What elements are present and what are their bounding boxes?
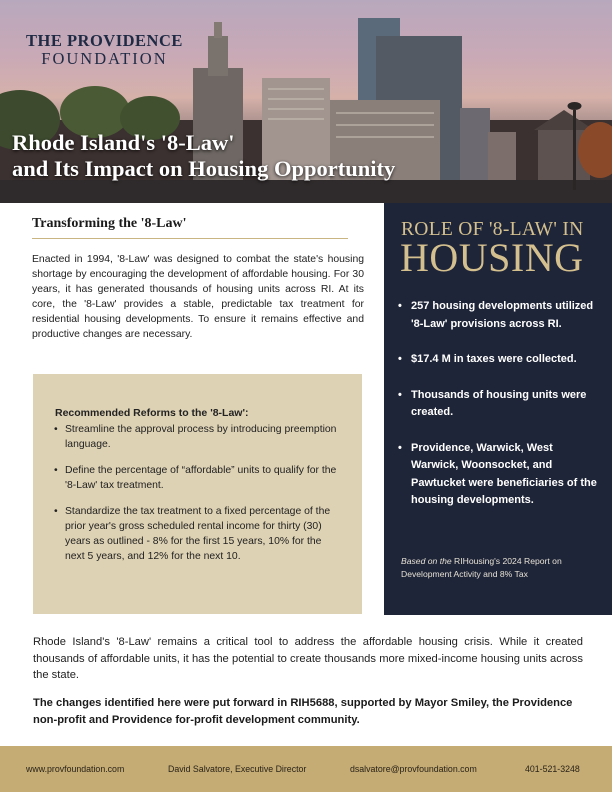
- closing-paragraph: Rhode Island's '8-Law' remains a critical tool to address the affordable housing crisis. While it created thousands of affordable units, it has the potential to create thousands more mixed-income housing units across the state.: [33, 636, 583, 681]
- role-stat-item: • Thousands of housing units were created.: [398, 387, 598, 422]
- role-stat-item: • 257 housing developments utilized '8-Law' provisions across RI.: [398, 298, 598, 333]
- source-prefix: Based on the: [401, 556, 452, 566]
- source-text: RIHousing's 2024 Report on Development Activity and 8% Tax: [401, 556, 562, 579]
- reforms-title: Recommended Reforms to the '8-Law':: [55, 407, 249, 419]
- hero-banner: [0, 0, 612, 203]
- reform-item: • Streamline the approval process by introducing preemption language.: [53, 422, 343, 452]
- reforms-box: [33, 374, 362, 614]
- role-title-big: HOUSING: [400, 235, 584, 280]
- logo-line-1: THE PROVIDENCE: [26, 31, 183, 50]
- footer-director: David Salvatore, Executive Director: [168, 764, 307, 774]
- foundation-logo: [26, 32, 183, 68]
- changes-paragraph: The changes identified here were put forward in RIH5688, supported by Mayor Smiley, the Providence non-profit and Providence for-profit development community.: [33, 697, 573, 726]
- role-stat-item: • Providence, Warwick, West Warwick, Woonsocket, and Pawtucket were beneficiaries of the housing developments.: [398, 440, 598, 510]
- reform-item: • Define the percentage of “affordable” units to qualify for the '8-Law' tax treatment.: [53, 463, 343, 493]
- logo-line-2: FOUNDATION: [41, 49, 168, 68]
- footer-email-link[interactable]: dsalvatore@provfoundation.com: [350, 764, 477, 774]
- page-title: [12, 130, 532, 182]
- footer-bar: [0, 746, 612, 792]
- role-panel: [384, 203, 612, 615]
- reforms-list: [53, 422, 343, 575]
- role-title-small: ROLE OF '8-LAW' IN: [401, 219, 584, 240]
- section-heading: Transforming the '8-Law': [32, 216, 348, 239]
- intro-paragraph: Enacted in 1994, '8-Law' was designed to combat the state's housing shortage by encouraging the development of affordable housing. For 30 years, it has generated thousands of housing units across RI. At its core, the '8-Law' provides a stable, predictable tax treatment for residential housing developments. To ensure it remains effective and productive changes are necessary.: [32, 254, 364, 340]
- footer-website-link[interactable]: www.provfoundation.com: [26, 764, 125, 774]
- footer-phone: 401-521-3248: [525, 764, 580, 774]
- title-line-1: Rhode Island's '8-Law': [12, 130, 235, 155]
- role-stat-item: • $17.4 M in taxes were collected.: [398, 351, 598, 369]
- role-stats-list: [398, 298, 598, 528]
- reform-item: • Standardize the tax treatment to a fixed percentage of the prior year's gross scheduled rental income for thirty (30) years as outlined - 8% for the first 15 years, 10% for the next 5 years, and 12% for the next 10.: [53, 504, 343, 564]
- source-note: [401, 555, 601, 581]
- title-line-2: and Its Impact on Housing Opportunity: [12, 156, 396, 181]
